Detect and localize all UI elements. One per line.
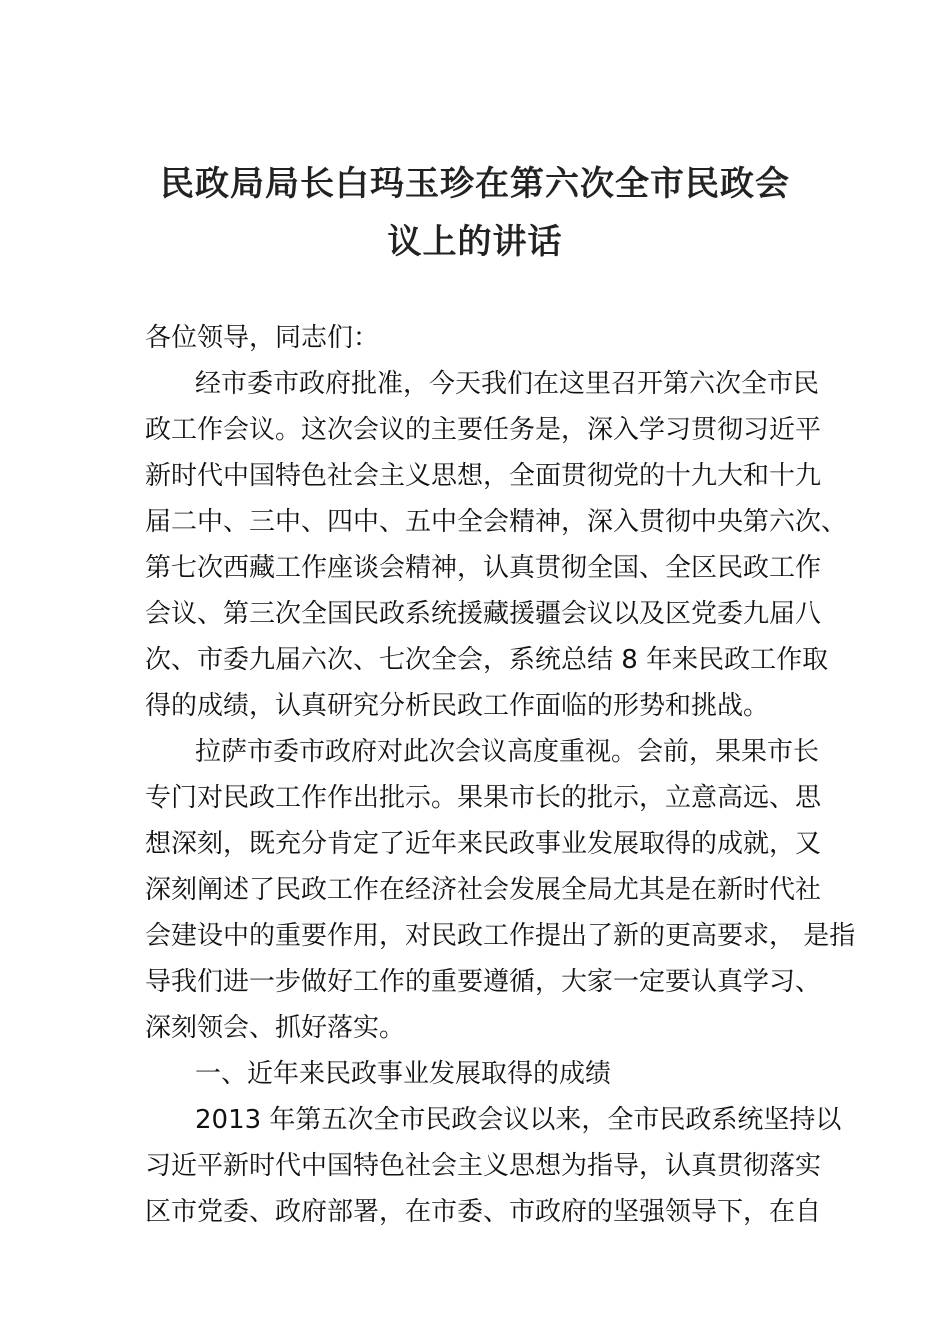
paragraph-1-line-6: 会议、第三次全国民政系统援藏援疆会议以及区党委九届八 — [145, 599, 822, 629]
document-title-line-2: 议上的讲话 — [387, 222, 563, 262]
paragraph-2-line-1: 拉萨市委市政府对此次会议高度重视。会前，果果市长 — [195, 737, 820, 767]
paragraph-1-line-7: 次、市委九届六次、七次全会，系统总结 8 年来民政工作取 — [145, 645, 829, 675]
paragraph-2-line-3: 想深刻，既充分肯定了近年来民政事业发展取得的成就，又 — [145, 829, 822, 859]
salutation: 各位领导，同志们： — [145, 323, 380, 353]
paragraph-3-line-2: 习近平新时代中国特色社会主义思想为指导，认真贯彻落实 — [145, 1151, 822, 1181]
paragraph-1-line-1: 经市委市政府批准，今天我们在这里召开第六次全市民 — [195, 369, 820, 399]
paragraph-1-line-8: 得的成绩，认真研究分析民政工作面临的形势和挑战。 — [145, 691, 770, 721]
section-heading-1: 一、近年来民政事业发展取得的成绩 — [195, 1059, 612, 1089]
paragraph-1-line-5: 第七次西藏工作座谈会精神，认真贯彻全国、全区民政工作 — [145, 553, 822, 583]
paragraph-2-line-7: 深刻领会、抓好落实。 — [145, 1013, 406, 1043]
paragraph-2-line-2: 专门对民政工作作出批示。果果市长的批示，立意高远、思 — [145, 783, 822, 813]
paragraph-2-line-5: 会建设中的重要作用，对民政工作提出了新的更高要求， 是指 — [145, 921, 856, 951]
paragraph-1-line-4: 届二中、三中、四中、五中全会精神，深入贯彻中央第六次、 — [145, 507, 848, 537]
paragraph-1-line-2: 政工作会议。这次会议的主要任务是，深入学习贯彻习近平 — [145, 415, 822, 445]
paragraph-3-line-1: 2013 年第五次全市民政会议以来，全市民政系统坚持以 — [195, 1105, 842, 1135]
paragraph-2-line-6: 导我们进一步做好工作的重要遵循，大家一定要认真学习、 — [145, 967, 822, 997]
paragraph-1-line-3: 新时代中国特色社会主义思想，全面贯彻党的十九大和十九 — [145, 461, 822, 491]
document-title-line-1: 民政局局长白玛玉珍在第六次全市民政会 — [160, 164, 790, 204]
paragraph-3-line-3: 区市党委、政府部署，在市委、市政府的坚强领导下，在自 — [145, 1197, 822, 1227]
paragraph-2-line-4: 深刻阐述了民政工作在经济社会发展全局尤其是在新时代社 — [145, 875, 822, 905]
